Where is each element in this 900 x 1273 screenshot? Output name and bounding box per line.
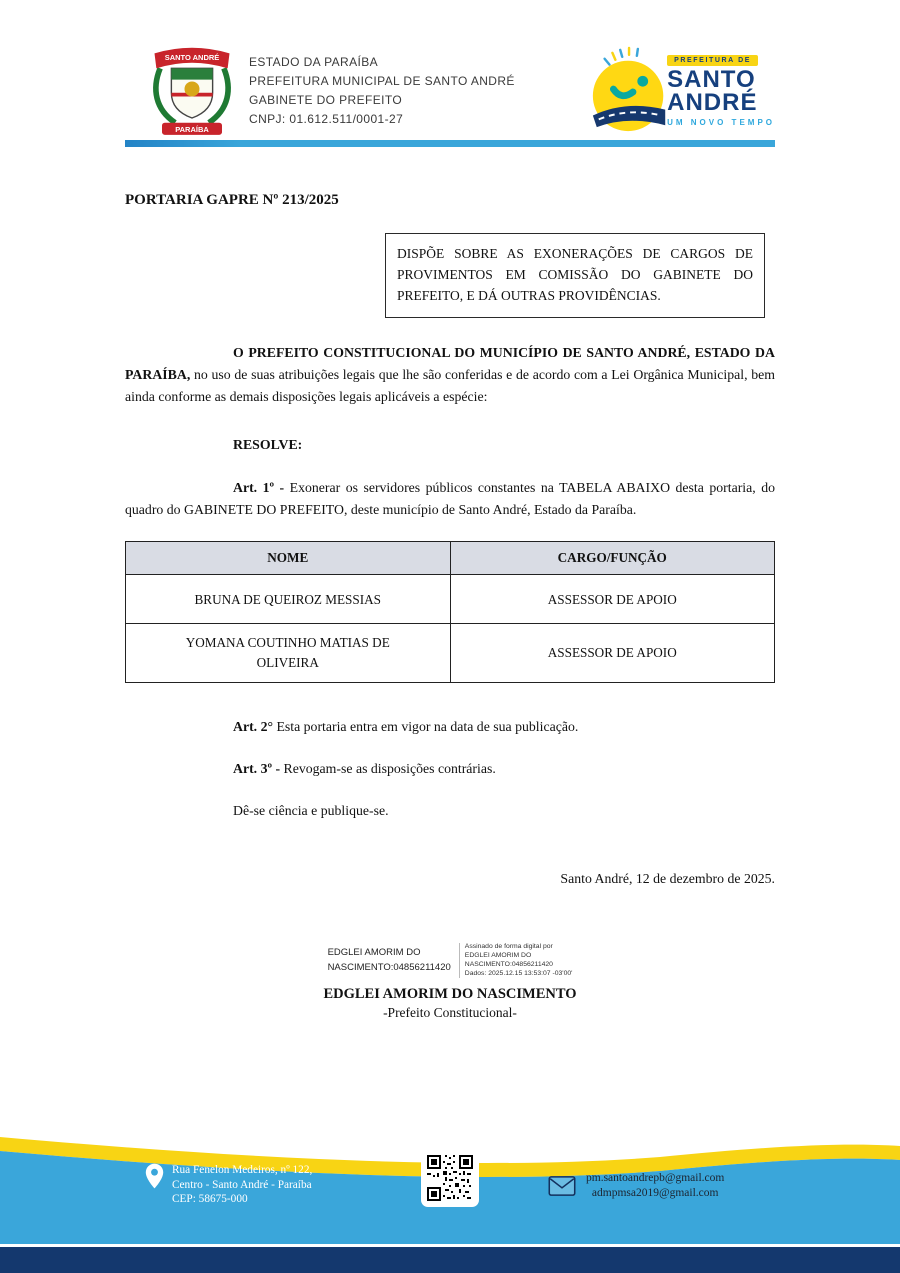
article-1-label: Art. 1º - [233, 479, 285, 495]
resolve-heading: RESOLVE: [233, 436, 303, 452]
table-row [126, 624, 775, 683]
email-address: pm.santoandrepb@gmail.com [586, 1172, 725, 1184]
city-brand-logo [587, 45, 775, 137]
article-3-text: Revogam-se as disposições contrárias. [280, 761, 496, 777]
address-block [145, 1163, 312, 1207]
summary-box: DISPÕE SOBRE AS EXONERAÇÕES DE CARGOS DE PROVIMENTOS EM COMISSÃO DO GABINETE DO PREFEITO, E DÁ OUTRAS PROVIDÊNCIAS. [385, 233, 765, 318]
table-header-row [126, 542, 775, 575]
closing-line: Dê-se ciência e publique-se. [233, 803, 389, 819]
digital-signature-name [328, 946, 451, 975]
cell-cargo [450, 624, 775, 683]
org-line-cnpj: CNPJ: 01.612.511/0001-27 [249, 111, 404, 126]
address-text [172, 1163, 312, 1207]
preamble-bold: O PREFEITO CONSTITUCIONAL DO MUNICÍPIO DE SANTO ANDRÉ, ESTADO DA PARAÍBA, [125, 344, 775, 383]
address-line: CEP: 58675-000 [172, 1193, 248, 1205]
location-pin-icon [145, 1163, 164, 1190]
coat-of-arms-icon [147, 40, 237, 136]
employee-name: YOMANA COUTINHO MATIAS DE OLIVEIRA [185, 635, 390, 671]
preamble-rest: no uso de suas atribuições legais que lhe são conferidas e de acordo com a Lei Orgânica Municipal, bem ainda conforme as demais disposições legais aplicáveis a espécie: [125, 367, 775, 405]
crest-top-banner: SANTO ANDRÉ [164, 52, 220, 62]
article-2-text: Esta portaria entra em vigor na data de sua publicação. [273, 719, 579, 735]
text-line: Dados: 2025.12.15 13:53:07 -03'00' [464, 969, 573, 977]
email-address: admpmsa2019@gmail.com [591, 1187, 719, 1199]
org-line-office: GABINETE DO PREFEITO [249, 92, 403, 107]
text-line: NASCIMENTO:04856211420 [327, 961, 451, 973]
employee-role: ASSESSOR DE APOIO [547, 591, 677, 607]
envelope-icon [548, 1176, 576, 1196]
signer-name: EDGLEI AMORIM DO NASCIMENTO [323, 986, 577, 1003]
qr-code [421, 1149, 479, 1207]
text-line: EDGLEI AMORIM DO [327, 947, 421, 959]
header [125, 40, 775, 141]
cell-nome [126, 624, 451, 683]
footer [0, 1125, 900, 1273]
article-3-label: Art. 3º - [233, 761, 281, 777]
email-block [548, 1171, 724, 1201]
employee-name: BRUNA DE QUEIROZ MESSIAS [194, 591, 381, 607]
text-line: EDGLEI AMORIM DO [464, 951, 532, 959]
crest-bottom-banner: PARAÍBA [175, 125, 209, 135]
article-1-text: Exonerar os servidores públicos constantes na TABELA ABAIXO desta portaria, do quadro do GABINETE DO PREFEITO, deste município de Santo André, Estado da Paraíba. [125, 479, 775, 518]
col-header-cargo: CARGO/FUNÇÃO [450, 542, 775, 575]
text-line: NASCIMENTO:04856211420 [464, 960, 553, 968]
article-2-label: Art. 2° [233, 719, 273, 735]
org-line-state: ESTADO DA PARAÍBA [249, 54, 379, 69]
exoneration-table [125, 541, 775, 683]
dateline: Santo André, 12 de dezembro de 2025. [560, 871, 775, 887]
digital-signature [125, 943, 775, 978]
org-info [249, 53, 515, 129]
address-line: Rua Fenelon Medeiros, nº 122, [172, 1164, 313, 1176]
brand-text [667, 55, 775, 127]
email-text [586, 1171, 724, 1201]
brand-name-line1: SANTO [667, 65, 756, 93]
brand-top-label: PREFEITURA DE [667, 55, 758, 66]
sun-road-icon [587, 45, 675, 137]
article-1 [125, 477, 775, 522]
col-header-nome: NOME [126, 542, 451, 575]
text-line: Assinado de forma digital por [464, 943, 553, 951]
article-2 [233, 719, 775, 735]
digital-signature-details [459, 943, 573, 978]
table-row [126, 575, 775, 624]
qr-code-icon [425, 1153, 475, 1203]
brand-name-line2: ANDRÉ [667, 88, 758, 116]
cell-cargo [450, 575, 775, 624]
coat-of-arms-logo [147, 40, 237, 141]
org-line-city: PREFEITURA MUNICIPAL DE SANTO ANDRÉ [249, 73, 515, 88]
document-body [125, 150, 775, 1021]
header-divider [125, 140, 775, 147]
address-line: Centro - Santo André - Paraíba [172, 1178, 312, 1191]
employee-role: ASSESSOR DE APOIO [547, 645, 677, 661]
document-title: PORTARIA GAPRE Nº 213/2025 [125, 192, 339, 208]
signature-block [125, 943, 775, 1021]
brand-tagline: UM NOVO TEMPO [667, 117, 775, 127]
article-3 [233, 761, 775, 777]
signer-role: -Prefeito Constitucional- [383, 1005, 517, 1021]
cell-nome [126, 575, 451, 624]
preamble [125, 342, 775, 409]
